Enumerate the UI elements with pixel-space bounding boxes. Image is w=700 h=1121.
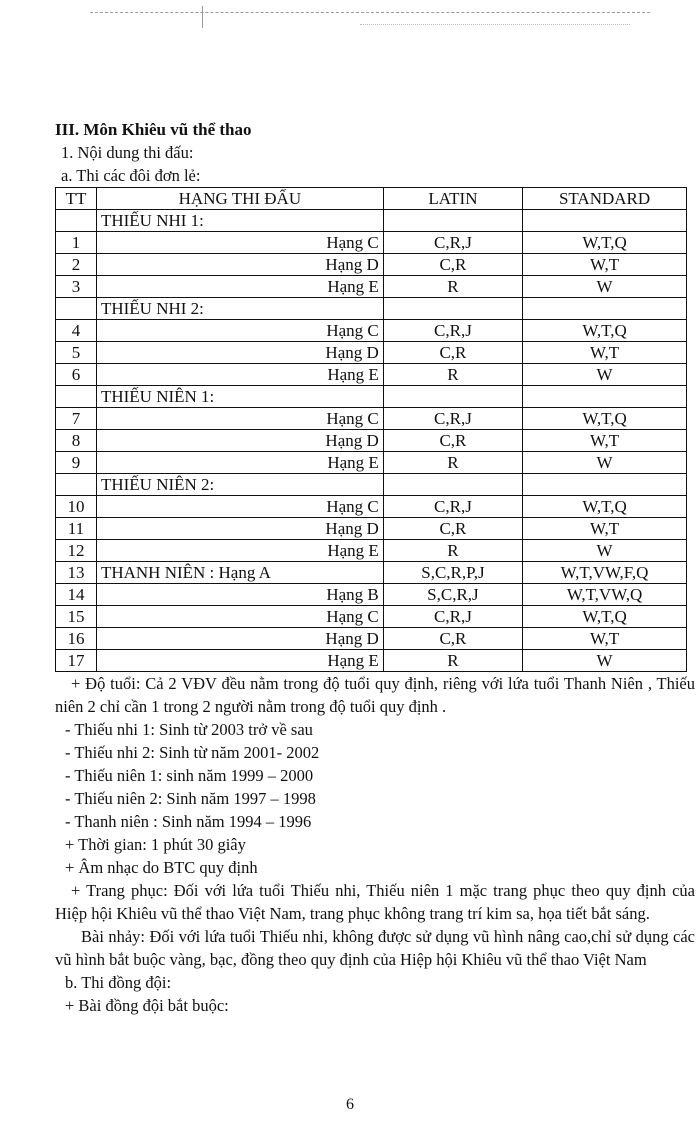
- cell-rank: Hạng C: [96, 232, 383, 254]
- cell-tt: 17: [56, 650, 97, 672]
- cell-latin: [383, 386, 522, 408]
- cell-latin: C,R: [383, 518, 522, 540]
- cell-standard: [523, 386, 687, 408]
- competition-table: [55, 187, 687, 672]
- music-rule: + Âm nhạc do BTC quy định: [65, 858, 258, 877]
- cell-standard: W: [523, 364, 687, 386]
- table-row: [56, 628, 687, 650]
- cell-latin: R: [383, 276, 522, 298]
- cell-tt: 5: [56, 342, 97, 364]
- cell-rank: Hạng D: [96, 430, 383, 452]
- cell-tt: 3: [56, 276, 97, 298]
- age-rule: + Độ tuổi: Cả 2 VĐV đều nằm trong độ tuổi quy định, riêng với lứa tuổi Thanh Niên , Thiếu niên 2 chỉ cần 1 trong 2 người nằm trong độ tuổi quy định .: [55, 674, 695, 716]
- cell-latin: [383, 298, 522, 320]
- cell-latin: C,R: [383, 628, 522, 650]
- table-row: [56, 452, 687, 474]
- cell-rank: Hạng B: [96, 584, 383, 606]
- cell-tt: 11: [56, 518, 97, 540]
- table-row: [56, 342, 687, 364]
- cell-rank: Hạng C: [96, 606, 383, 628]
- table-header-row: [56, 188, 687, 210]
- cell-rank: Hạng C: [96, 320, 383, 342]
- cell-latin: R: [383, 650, 522, 672]
- table-row: [56, 606, 687, 628]
- cell-latin: C,R: [383, 254, 522, 276]
- cell-tt: 6: [56, 364, 97, 386]
- cell-latin: C,R,J: [383, 496, 522, 518]
- cell-latin: S,C,R,P,J: [383, 562, 522, 584]
- cell-standard: W: [523, 452, 687, 474]
- cell-tt: 1: [56, 232, 97, 254]
- cell-standard: [523, 210, 687, 232]
- header-standard: STANDARD: [523, 188, 687, 210]
- cell-tt: 10: [56, 496, 97, 518]
- cell-latin: R: [383, 364, 522, 386]
- table-row: [56, 364, 687, 386]
- table-row: [56, 232, 687, 254]
- cell-group-label: THIẾU NIÊN 2:: [96, 474, 383, 496]
- cell-rank: Hạng D: [96, 628, 383, 650]
- table-row: [56, 276, 687, 298]
- cell-rank: Hạng D: [96, 342, 383, 364]
- table-row: [56, 562, 687, 584]
- age-list: [55, 718, 695, 879]
- age-item: - Thanh niên : Sinh năm 1994 – 1996: [65, 812, 312, 831]
- cell-tt: 2: [56, 254, 97, 276]
- cell-latin: R: [383, 540, 522, 562]
- cell-group-label: THIẾU NIÊN 1:: [96, 386, 383, 408]
- cell-latin: C,R,J: [383, 606, 522, 628]
- cell-group-label: THIẾU NHI 1:: [96, 210, 383, 232]
- page-number: 6: [346, 1096, 354, 1113]
- table-row: [56, 650, 687, 672]
- table-group-row: [56, 210, 687, 232]
- table-row: [56, 496, 687, 518]
- cell-standard: W,T,VW,Q: [523, 584, 687, 606]
- cell-standard: W,T: [523, 342, 687, 364]
- subsection-title: 1. Nội dung thi đấu:: [61, 143, 194, 162]
- table-row: [56, 540, 687, 562]
- cell-standard: W,T,Q: [523, 320, 687, 342]
- subsection-b-title: b. Thi đồng đội:: [65, 973, 172, 992]
- cell-tt: 4: [56, 320, 97, 342]
- cell-tt: 7: [56, 408, 97, 430]
- cell-latin: S,C,R,J: [383, 584, 522, 606]
- cell-latin: C,R,J: [383, 232, 522, 254]
- cell-latin: [383, 474, 522, 496]
- cell-standard: W,T,Q: [523, 496, 687, 518]
- cell-tt: 15: [56, 606, 97, 628]
- cell-latin: C,R: [383, 430, 522, 452]
- cell-standard: W,T: [523, 518, 687, 540]
- age-item: - Thiếu niên 2: Sinh năm 1997 – 1998: [65, 789, 316, 808]
- cell-rank: Hạng E: [96, 364, 383, 386]
- age-item: - Thiếu niên 1: sinh năm 1999 – 2000: [65, 766, 314, 785]
- table-row: [56, 584, 687, 606]
- cell-group-label: THIẾU NHI 2:: [96, 298, 383, 320]
- cell-standard: W,T,Q: [523, 232, 687, 254]
- cell-tt: 8: [56, 430, 97, 452]
- scan-artifact-line: [360, 24, 630, 25]
- cell-rank: Hạng E: [96, 540, 383, 562]
- routine-rule: Bài nhảy: Đối với lứa tuổi Thiếu nhi, không được sử dụng vũ hình nâng cao,chỉ sử dụng các vũ hình bắt buộc vàng, bạc, đồng theo quy định của Hiệp hội Khiêu vũ thể thao Việt Nam: [55, 927, 695, 969]
- cell-standard: [523, 474, 687, 496]
- table-body: [56, 210, 687, 672]
- cell-tt: [56, 386, 97, 408]
- cell-rank: Hạng D: [96, 254, 383, 276]
- cell-rank: Hạng E: [96, 650, 383, 672]
- cell-rank: Hạng E: [96, 452, 383, 474]
- cell-rank: Hạng C: [96, 496, 383, 518]
- header-rank: HẠNG THI ĐẤU: [96, 188, 383, 210]
- cell-standard: W,T,Q: [523, 408, 687, 430]
- cell-rank: Hạng E: [96, 276, 383, 298]
- scan-artifact-tick: [202, 6, 203, 28]
- cell-rank: THANH NIÊN : Hạng A: [96, 562, 383, 584]
- table-group-row: [56, 298, 687, 320]
- cell-rank: Hạng C: [96, 408, 383, 430]
- cell-tt: 13: [56, 562, 97, 584]
- cell-tt: 12: [56, 540, 97, 562]
- table-row: [56, 430, 687, 452]
- cell-standard: W,T: [523, 254, 687, 276]
- document-page: [55, 118, 695, 1017]
- cell-latin: C,R: [383, 342, 522, 364]
- cell-standard: W,T,VW,F,Q: [523, 562, 687, 584]
- cell-standard: W: [523, 276, 687, 298]
- age-item: - Thiếu nhi 1: Sinh từ 2003 trở về sau: [65, 720, 313, 739]
- cell-latin: [383, 210, 522, 232]
- scan-artifact-line: [90, 12, 650, 13]
- table-row: [56, 254, 687, 276]
- time-rule: + Thời gian: 1 phút 30 giây: [65, 835, 246, 854]
- cell-standard: W,T: [523, 628, 687, 650]
- cell-tt: [56, 210, 97, 232]
- age-item: - Thiếu nhi 2: Sinh từ năm 2001- 2002: [65, 743, 320, 762]
- costume-rule: + Trang phục: Đối với lứa tuổi Thiếu nhi, Thiếu niên 1 mặc trang phục theo quy định của Hiệp hội Khiêu vũ thể thao Việt Nam, trang phục không trang trí kim sa, họa tiết bắt sáng.: [55, 881, 695, 923]
- cell-tt: [56, 474, 97, 496]
- cell-tt: 14: [56, 584, 97, 606]
- cell-standard: W: [523, 650, 687, 672]
- section-heading: III. Môn Khiêu vũ thể thao: [55, 120, 252, 139]
- team-rule: + Bài đồng đội bắt buộc:: [65, 996, 229, 1015]
- header-tt: TT: [56, 188, 97, 210]
- table-row: [56, 320, 687, 342]
- cell-standard: W: [523, 540, 687, 562]
- cell-rank: Hạng D: [96, 518, 383, 540]
- table-row: [56, 408, 687, 430]
- table-group-row: [56, 386, 687, 408]
- cell-standard: [523, 298, 687, 320]
- header-latin: LATIN: [383, 188, 522, 210]
- cell-latin: R: [383, 452, 522, 474]
- subsection-a-title: a. Thi các đôi đơn lẻ:: [61, 166, 201, 185]
- cell-tt: 9: [56, 452, 97, 474]
- cell-latin: C,R,J: [383, 320, 522, 342]
- table-group-row: [56, 474, 687, 496]
- cell-latin: C,R,J: [383, 408, 522, 430]
- cell-standard: W,T,Q: [523, 606, 687, 628]
- table-row: [56, 518, 687, 540]
- cell-standard: W,T: [523, 430, 687, 452]
- cell-tt: [56, 298, 97, 320]
- cell-tt: 16: [56, 628, 97, 650]
